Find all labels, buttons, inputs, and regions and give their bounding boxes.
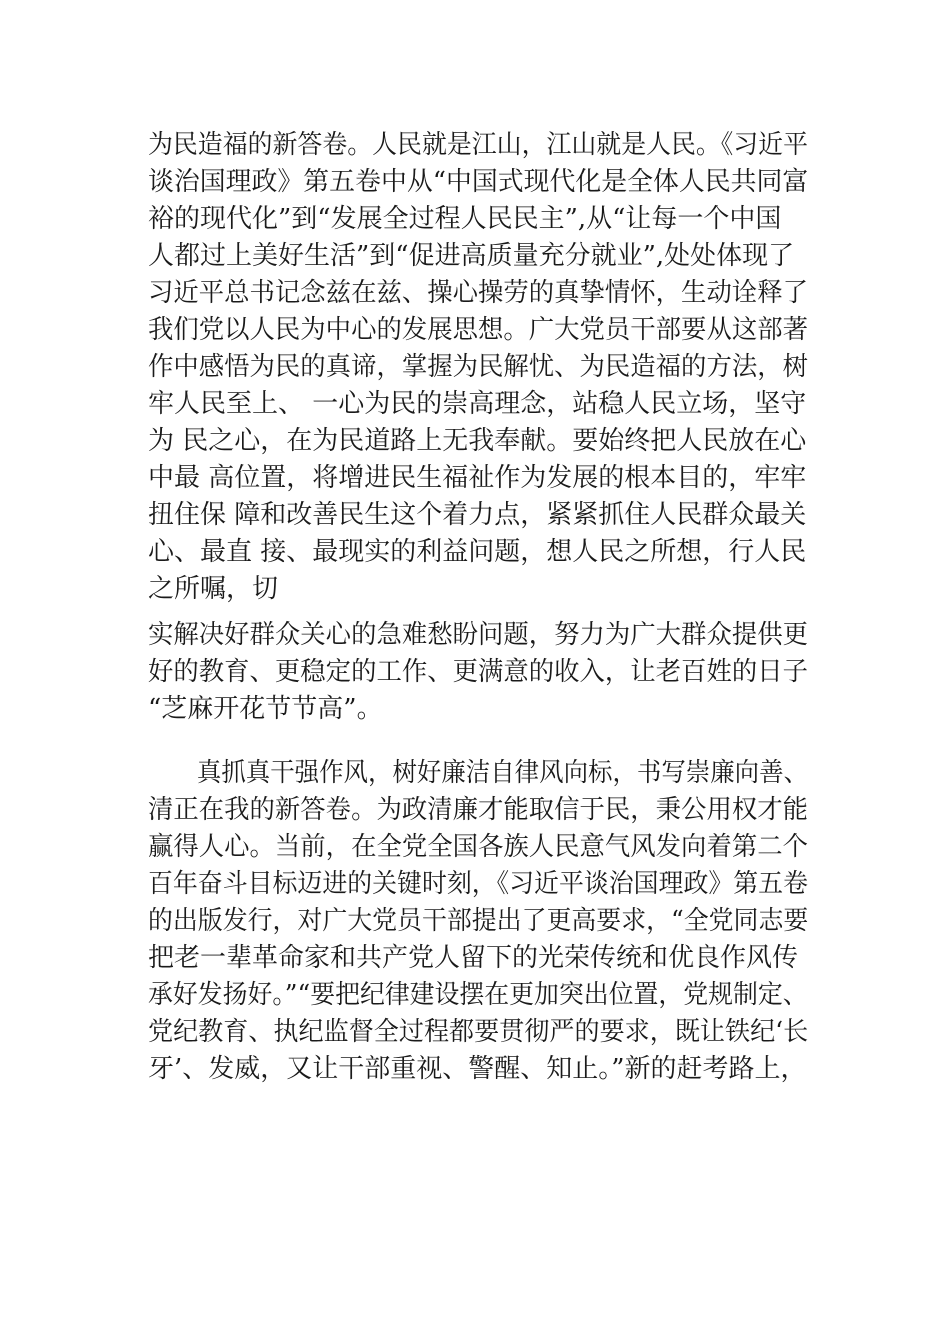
text-line-11: 扭住保 障和改善民生这个着力点，紧紧抓住人民群众最关: [148, 500, 807, 530]
text-line-16: “芝麻开花节节高”。: [148, 694, 383, 724]
text-line-7: 作中感悟为民的真谛，掌握为民解忧、为民造福的方法，树: [148, 352, 808, 382]
text-line-10: 中最 高位置，将增进民生福祉作为发展的根本目的，牢牢: [148, 463, 807, 493]
text-line-17: 真抓真干强作风，树好廉洁自律风向标，书写崇廉向善、: [148, 758, 809, 788]
text-line-25: 牙’、发威，又让干部重视、警醒、知止。”新的赶考路上，: [148, 1054, 807, 1084]
text-line-2: 谈治国理政》第五卷中从“中国式现代化是全体人民共同富: [148, 167, 809, 197]
text-line-1: 为民造福的新答卷。人民就是江山，江山就是人民。《习近平: [148, 130, 809, 160]
text-line-9: 为 民之心，在为民道路上无我奉献。要始终把人民放在心: [148, 426, 807, 456]
text-line-14: 实解决好群众关心的急难愁盼问题，努力为广大群众提供更: [148, 620, 808, 650]
text-line-22: 把老一辈革命家和共产党人留下的光荣传统和优良作风传: [148, 943, 799, 973]
text-line-5: 习近平总书记念兹在兹、操心操劳的真挚情怀，生动诠释了: [148, 278, 808, 308]
text-line-18: 清正在我的新答卷。为政清廉才能取信于民，秉公用权才能: [148, 795, 808, 825]
text-line-8: 牢人民至上、 一心为民的崇高理念，站稳人民立场，坚守: [148, 389, 807, 419]
text-line-21: 的出版发行，对广大党员干部提出了更高要求，“全党同志要: [148, 906, 809, 936]
text-line-6: 我们党以人民为中心的发展思想。广大党员干部要从这部著: [148, 315, 808, 345]
text-line-13: 之所嘱，切: [148, 574, 279, 604]
text-line-19: 赢得人心。当前，在全党全国各族人民意气风发向着第二个: [148, 832, 808, 862]
text-line-12: 心、最直 接、最现实的利益问题，想人民之所想，行人民: [148, 537, 807, 567]
text-line-15: 好的教育、更稳定的工作、更满意的收入，让老百姓的日子: [148, 657, 808, 687]
text-line-20: 百年奋斗目标迈进的关键时刻，《习近平谈治国理政》第五卷: [148, 869, 809, 899]
text-line-23: 承好发扬好。”“要把纪律建设摆在更加突出位置，党规制定、: [148, 980, 808, 1010]
text-line-24: 党纪教育、执纪监督全过程都要贯彻严的要求，既让铁纪‘长: [148, 1017, 809, 1047]
text-line-4: 人都过上美好生活”到“促进高质量充分就业”,处处体现了: [148, 241, 795, 271]
text-line-3: 裕的现代化”到“发展全过程人民民主”,从“让每一个中国: [148, 204, 782, 234]
